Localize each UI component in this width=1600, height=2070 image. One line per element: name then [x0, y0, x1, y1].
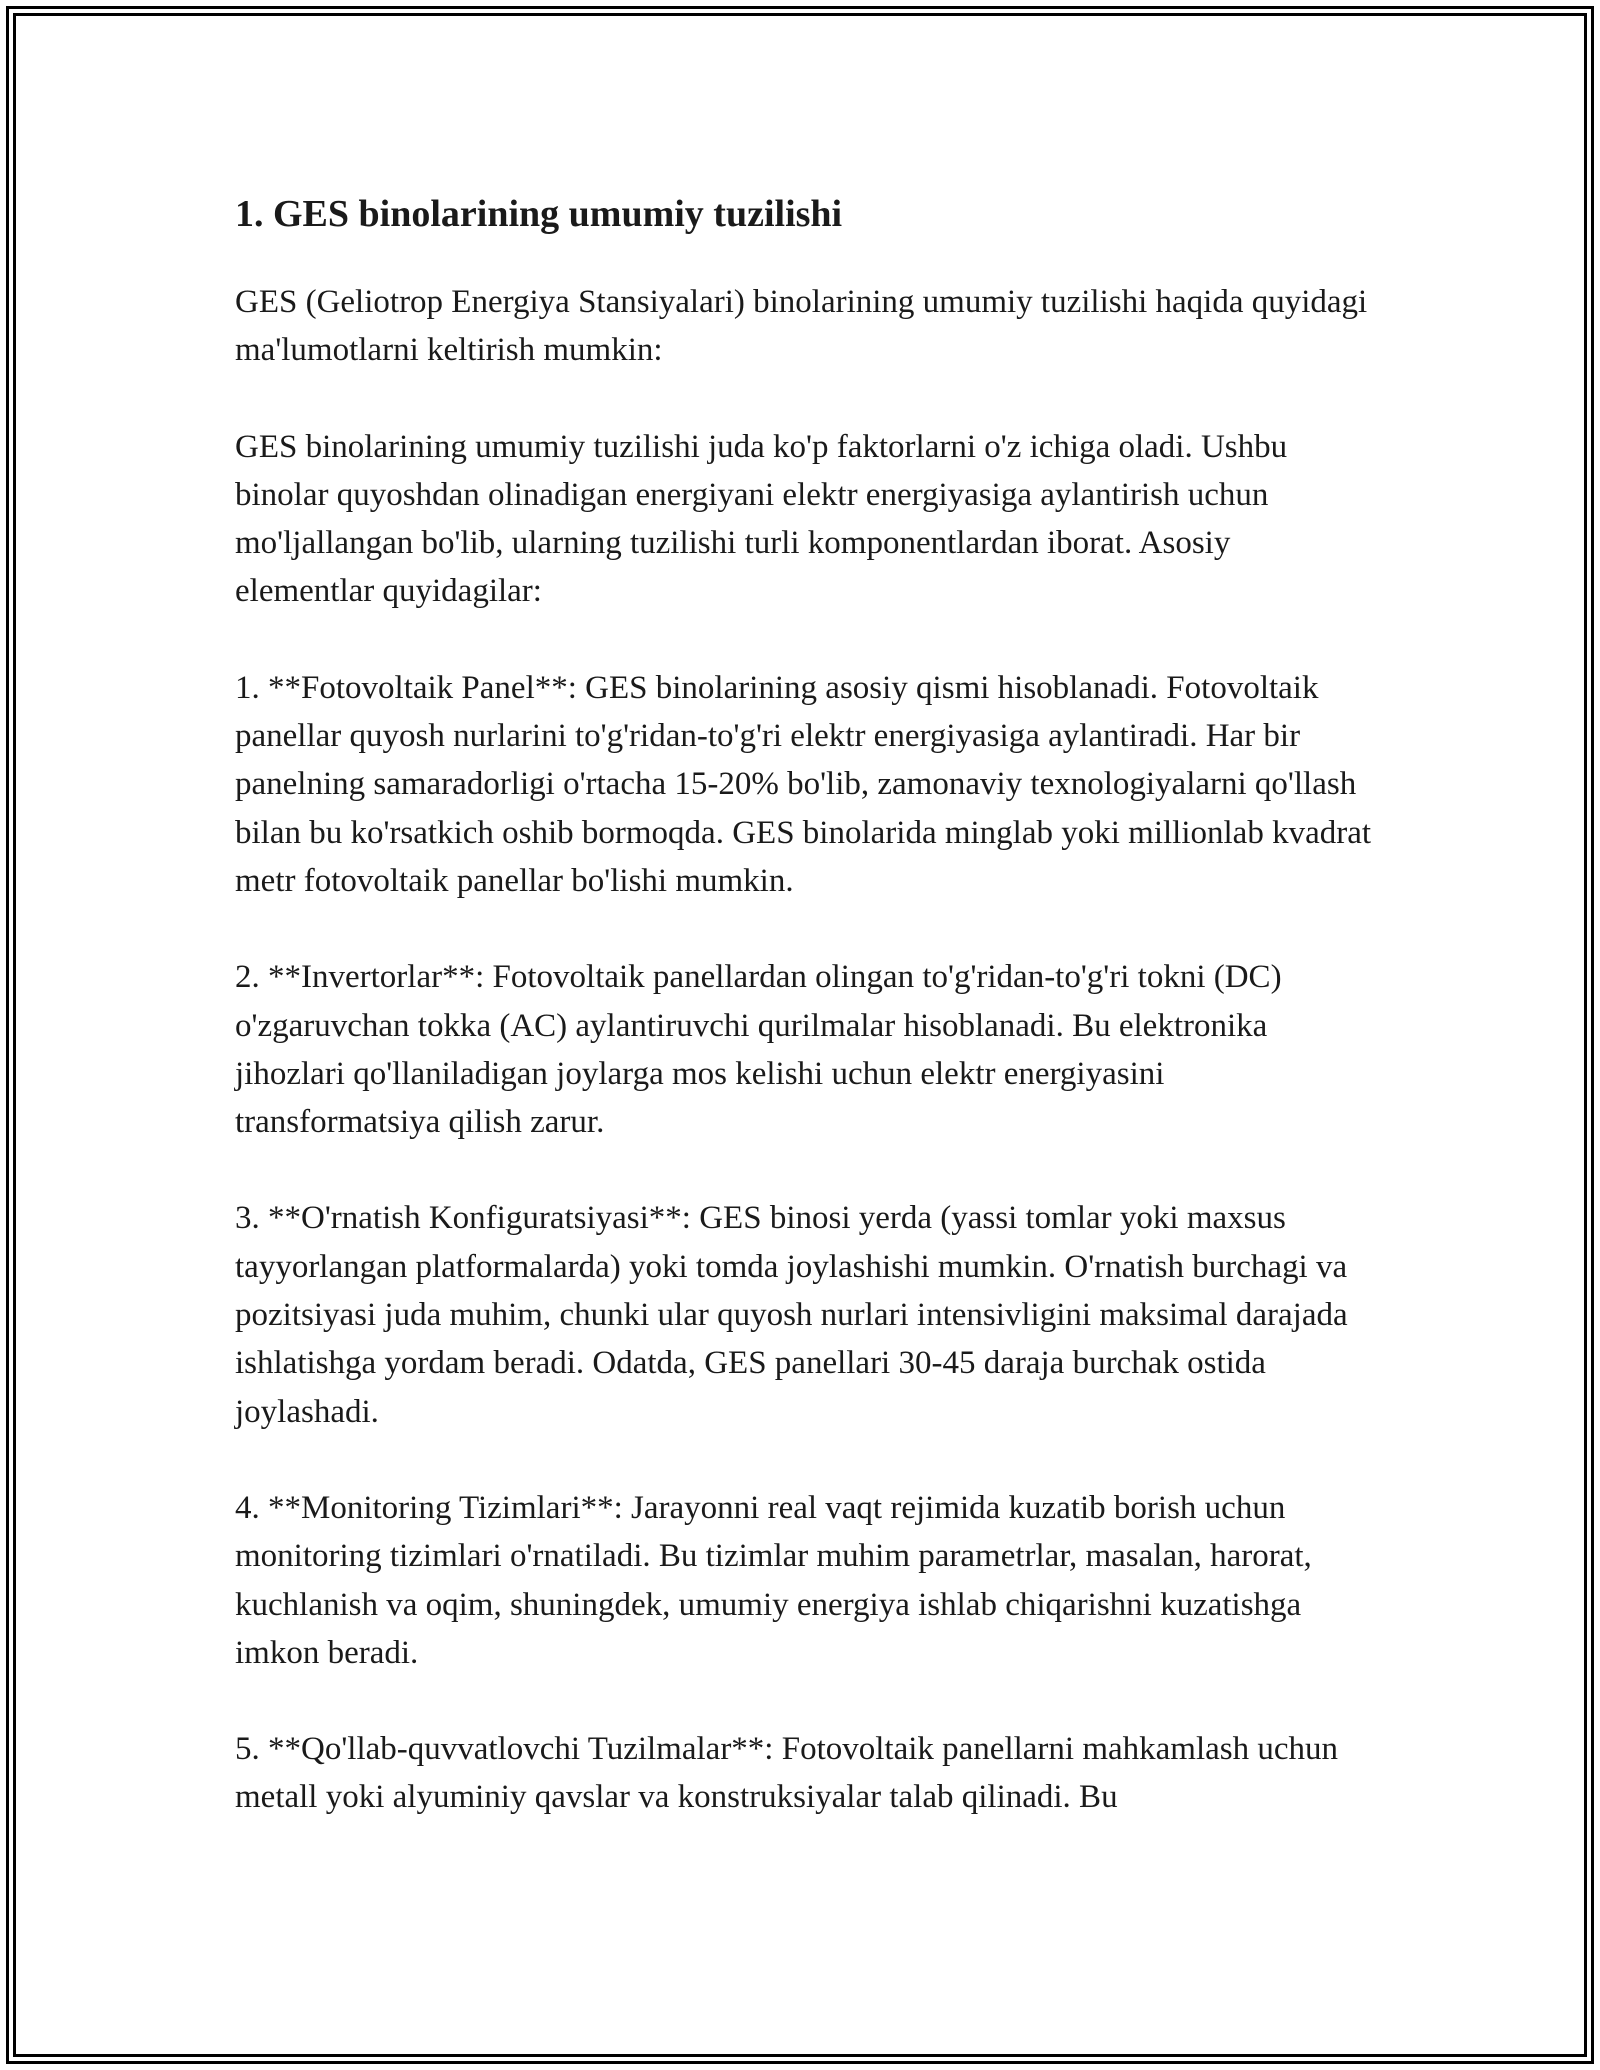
- list-item-ornatish-konfiguratsiyasi: 3. **O'rnatish Konfiguratsiyasi**: GES binosi yerda (yassi tomlar yoki maxsus tayyorlangan platformalarda) yoki tomda joylashishi mumkin. O'rnatish burchagi va pozitsiyasi juda muhim, chunki ular quyosh nurlari intensivligini maksimal darajada ishlatishga yordam beradi. Odatda, GES panellari 30-45 daraja burchak ostida joylashadi.: [235, 1200, 1348, 1430]
- list-item-qollab-quvvatlovchi-tuzilmalar: 5. **Qo'llab-quvvatlovchi Tuzilmalar**: Fotovoltaik panellarni mahkamlash uchun metall yoki alyuminiy qavslar va konstruksiyalar talab qilinadi. Bu: [235, 1731, 1339, 1816]
- overview-paragraph: GES binolarining umumiy tuzilishi juda ko'p faktorlarni o'z ichiga oladi. Ushbu binolar quyoshdan olinadigan energiyani elektr energiyasiga aylantirish uchun mo'ljallangan bo'lib, ularning tuzilishi turli komponentlardan iborat. Asosiy elementlar quyidagilar:: [235, 428, 1288, 610]
- list-item-invertorlar: 2. **Invertorlar**: Fotovoltaik panellardan olingan to'g'ridan-to'g'ri tokni (DC) o'zgaruvchan tokka (AC) aylantiruvchi qurilmalar hisoblanadi. Bu elektronika jihozlari qo'llaniladigan joylarga mos kelishi uchun elektr energiyasini transformatsiya qilish zarur.: [235, 959, 1282, 1141]
- document-body: [235, 186, 1375, 1870]
- list-item-fotovoltaik-panel: 1. **Fotovoltaik Panel**: GES binolarining asosiy qismi hisoblanadi. Fotovoltaik panellar quyosh nurlarini to'g'ridan-to'g'ri elektr energiyasiga aylantiradi. Har bir panelning samaradorligi o'rtacha 15-20% bo'lib, zamonaviy texnologiyalarni qo'llash bilan bu ko'rsatkich oshib bormoqda. GES binolarida minglab yoki millionlab kvadrat metr fotovoltaik panellar bo'lishi mumkin.: [235, 669, 1372, 899]
- intro-paragraph: GES (Geliotrop Energiya Stansiyalari) binolarining umumiy tuzilishi haqida quyidagi ma'lumotlarni keltirish mumkin:: [235, 284, 1368, 369]
- document-title: 1. GES binolarining umumiy tuzilishi: [235, 193, 843, 235]
- list-item-monitoring-tizimlari: 4. **Monitoring Tizimlari**: Jarayonni real vaqt rejimida kuzatib borish uchun monitoring tizimlari o'rnatiladi. Bu tizimlar muhim parametrlar, masalan, harorat, kuchlanish va oqim, shuningdek, umumiy energiya ishlab chiqarishni kuzatishga imkon beradi.: [235, 1489, 1312, 1671]
